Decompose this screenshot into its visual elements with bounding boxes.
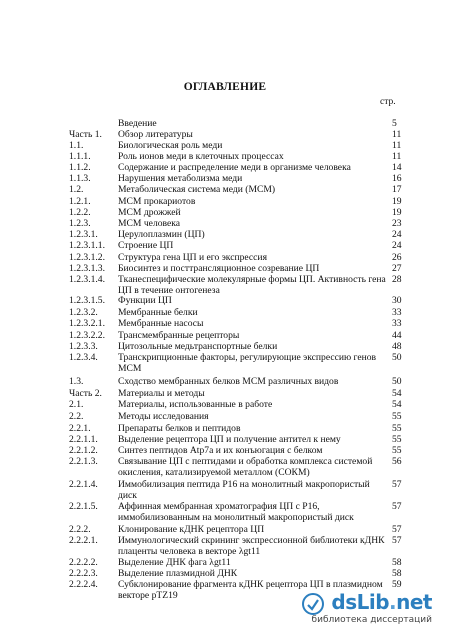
toc-entry-title: Иммобилизация пептида Р16 на монолитный макропористый диск [118, 479, 370, 501]
toc-entry-page: 26 [392, 252, 402, 263]
toc-entry-title: Роль ионов меди в клеточных процессах [118, 151, 284, 162]
toc-entry-number: 1.2.2. [69, 207, 91, 218]
toc-entry-number: Часть 1. [69, 129, 102, 140]
toc-entry-title: Сходство мембранных белков МСМ различных видов [118, 376, 339, 387]
toc-entry-title: Транскрипционные факторы, регулирующие экспрессию генов МСМ [118, 352, 377, 374]
watermark [302, 590, 442, 630]
toc-entry-number: 2.2.1.2. [69, 445, 98, 456]
watermark-logo [331, 590, 432, 614]
toc-entry-title: Структура гена ЦП и его экспрессия [118, 252, 267, 263]
toc-entry-number: 1.2.3.1.5. [69, 295, 105, 306]
toc-entry-title: Трансмембранные рецепторы [118, 330, 240, 341]
toc-entry-number: 1.2.3.3. [69, 341, 98, 352]
toc-entry-page: 55 [392, 434, 402, 445]
toc-entry-number: 1.2.1. [69, 196, 91, 207]
toc-entry-page: 44 [392, 330, 402, 341]
toc-entry-page: 23 [392, 218, 402, 229]
toc-entry-page: 48 [392, 341, 402, 352]
toc-entry-title: Клонирование кДНК рецептора ЦП [118, 524, 265, 535]
toc-entry-title: Выделение ДНК фага λgt11 [118, 557, 231, 568]
toc-entry-title: Цитозольные медьтранспортные белки [118, 341, 278, 352]
toc-entry-title: Мембранные белки [118, 307, 198, 318]
watermark-tagline: библиотека диссертаций [311, 615, 432, 625]
toc-entry-number: 2.2.2.2. [69, 557, 98, 568]
toc-entry-title: Мембранные насосы [118, 318, 204, 329]
toc-entry-title: Препараты белков и пептидов [118, 423, 241, 434]
toc-entry-page: 11 [392, 129, 402, 140]
toc-entry-title: Субклонирование фрагмента кДНК рецептора ЦП в плазмидном векторе pTZ19 [118, 579, 383, 601]
toc-entry-page: 11 [392, 140, 402, 151]
toc-entry-number: 2.2.1.5. [69, 501, 98, 512]
page-column-label: стр. [380, 97, 396, 107]
toc-entry-title: Аффинная мембранная хроматография ЦП с Р16, иммобилизованным на монолитный макропористый диск [118, 501, 354, 523]
toc-entry-page: 17 [392, 184, 402, 195]
toc-entry-number: 1.1.1. [69, 151, 91, 162]
toc-entry-title: Выделение плазмидной ДНК [118, 568, 238, 579]
toc-entry-page: 57 [392, 535, 402, 546]
toc-entry-page: 58 [392, 557, 402, 568]
toc-entry-page: 57 [392, 524, 402, 535]
toc-entry-title: МСМ человека [118, 218, 181, 229]
toc-entry-page: 57 [392, 479, 402, 490]
toc-entry-title: Биосинтез и посттрансляционное созревание ЦП [118, 263, 320, 274]
toc-entry-number: 1.2.3.1.4. [69, 274, 105, 285]
toc-entry-page: 54 [392, 388, 402, 399]
toc-entry-title: Выделение рецептора ЦП и получение антител к нему [118, 434, 341, 445]
toc-entry-title: Содержание и распределение меди в организме человека [118, 162, 351, 173]
toc-entry-page: 19 [392, 207, 402, 218]
toc-entry-number: 1.3. [69, 376, 84, 387]
toc-entry-page: 11 [392, 151, 402, 162]
toc-entry-number: 1.2.3.1.3. [69, 263, 105, 274]
watermark-logo-tld: net [396, 590, 432, 614]
toc-entry-page: 28 [392, 274, 402, 285]
toc-entry-number: 1.1.2. [69, 162, 91, 173]
toc-entry-page: 24 [392, 240, 402, 251]
toc-entry-page: 27 [392, 263, 402, 274]
toc-entry-page: 55 [392, 423, 402, 434]
toc-entry-number: 2.2.2.3. [69, 568, 98, 579]
toc-entry-title: Материалы и методы [118, 388, 205, 399]
toc-entry-title: Введение [118, 118, 157, 129]
toc-entry-page: 55 [392, 411, 402, 422]
toc-entry-title: Биологическая роль меди [118, 140, 223, 151]
toc-entry-number: 1.2.3.2.1. [69, 318, 105, 329]
watermark-logo-main: dsLib [331, 590, 390, 614]
toc-entry-page: 50 [392, 376, 402, 387]
toc-entry-number: 1.2.3.1. [69, 229, 98, 240]
toc-entry-title: Методы исследования [118, 411, 209, 422]
toc-entry-page: 24 [392, 229, 402, 240]
toc-entry-page: 16 [392, 173, 402, 184]
toc-entry-number: 2.2.2. [69, 524, 91, 535]
toc-entry-page: 33 [392, 318, 402, 329]
toc-entry-title: МСМ прокариотов [118, 196, 196, 207]
toc-entry-number: 1.2.3.2. [69, 307, 98, 318]
toc-entry-page: 55 [392, 445, 402, 456]
toc-entry-number: 1.2.3.1.1. [69, 240, 105, 251]
toc-entry-page: 19 [392, 196, 402, 207]
toc-entry-title: Строение ЦП [118, 240, 174, 251]
toc-entry-page: 57 [392, 501, 402, 512]
toc-entry-number: 2.2.2.1. [69, 535, 98, 546]
toc-entry-title: Связывание ЦП с пептидами и обработка комплекса системой окисления, катализируемой металлом (СОКМ) [118, 456, 373, 478]
toc-entry-title: Синтез пептидов Atp7a и их конъюгация с белком [118, 445, 323, 456]
toc-entry-number: 2.2.2.4. [69, 579, 98, 590]
toc-entry-title: Церулоплазмин (ЦП) [118, 229, 205, 240]
toc-entry-number: 1.2.3.4. [69, 352, 98, 363]
toc-entry-page: 50 [392, 352, 402, 363]
toc-entry-page: 56 [392, 456, 402, 467]
toc-entry-title: Нарушения метаболизма меди [118, 173, 243, 184]
toc-entry-number: 1.2. [69, 184, 84, 195]
toc-entry-page: 54 [392, 399, 402, 410]
toc-entry-number: 2.2.1.4. [69, 479, 98, 490]
toc-entry-number: 2.2.1. [69, 423, 91, 434]
toc-entry-page: 5 [392, 118, 397, 129]
toc-entry-page: 58 [392, 568, 402, 579]
toc-entry-page: 33 [392, 307, 402, 318]
toc-entry-title: Функции ЦП [118, 295, 172, 306]
toc-entry-title: Ткaнеспецифические молекулярные формы ЦП. Активность гена ЦП в течение онтогенеза [118, 274, 386, 296]
toc-entry-number: 1.2.3. [69, 218, 91, 229]
watermark-logo-dot: . [389, 590, 397, 614]
toc-entry-number: 2.2. [69, 411, 84, 422]
toc-entry-title: Обзор литературы [118, 129, 193, 140]
toc-entry-title: МСМ дрожжей [118, 207, 181, 218]
toc-entry-number: 2.2.1.3. [69, 456, 98, 467]
toc-entry-number: 1.2.3.2.2. [69, 330, 105, 341]
toc-entry-page: 30 [392, 295, 402, 306]
toc-entry-number: 1.1. [69, 140, 84, 151]
toc-entry-title: Метаболическая система меди (МСМ) [118, 184, 276, 195]
toc-entry-number: 1.2.3.1.2. [69, 252, 105, 263]
toc-entry-number: 1.1.3. [69, 173, 91, 184]
toc-heading: ОГЛАВЛЕНИЕ [183, 81, 267, 93]
toc-entry-number: 2.1. [69, 399, 84, 410]
toc-entry-page: 14 [392, 162, 402, 173]
toc-entry-number: Часть 2. [69, 388, 102, 399]
toc-entry-page: 59 [392, 579, 402, 590]
toc-entry-title: Иммунологический скрининг экспрессионной библиотеки кДНК плаценты человека в векторе λgt11 [118, 535, 385, 557]
dslib-logo-icon [302, 593, 324, 615]
toc-entry-title: Материалы, использованные в работе [118, 399, 273, 410]
toc-entry-number: 2.2.1.1. [69, 434, 98, 445]
